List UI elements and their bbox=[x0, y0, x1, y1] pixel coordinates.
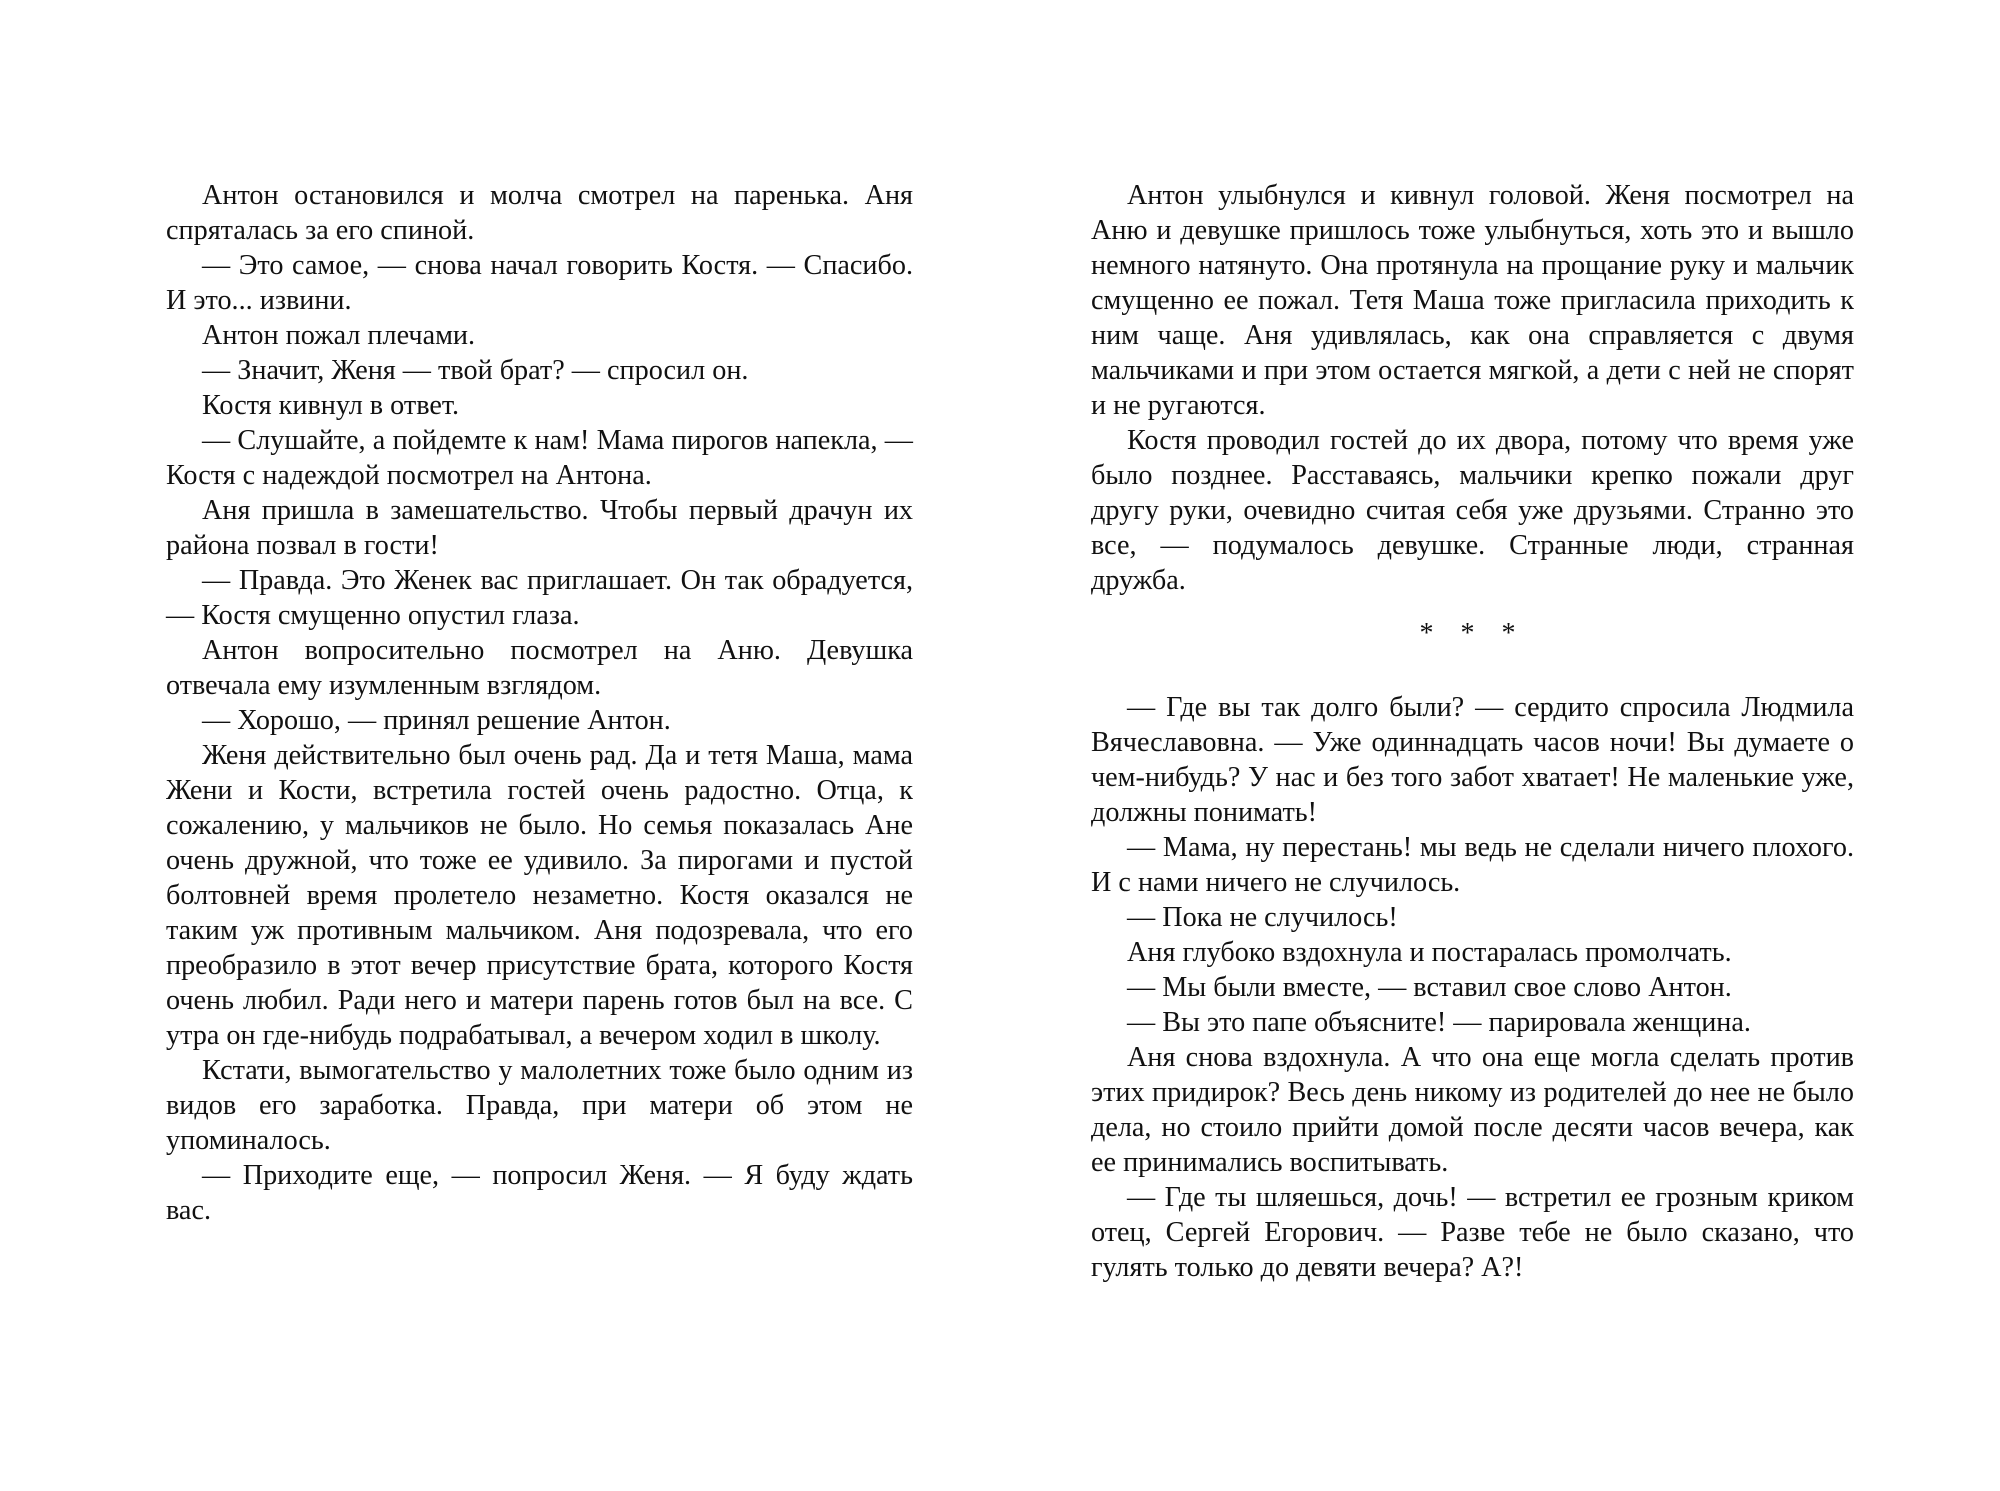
left-paragraph-13: — Приходите еще, — попросил Женя. — Я буду ждать вас. bbox=[166, 1160, 913, 1226]
section-separator: * * * bbox=[1419, 618, 1526, 649]
right-paragraph-5: — Пока не случилось! bbox=[1127, 902, 1398, 933]
left-paragraph-10: — Хорошо, — принял решение Антон. bbox=[202, 705, 671, 736]
right-paragraph-3: — Где вы так долго были? — сердито спросила Людмила Вячеславовна. — Уже одиннадцать часов ночи! Вы думаете о чем-нибудь? У нас и без того забот хватает! Не маленькие уже, должны понимать! bbox=[1091, 692, 1854, 828]
left-paragraph-12: Кстати, вымогательство у малолетних тоже было одним из видов его заработка. Правда, при матери об этом не упоминалось. bbox=[166, 1055, 913, 1156]
right-paragraph-9: Аня снова вздохнула. А что она еще могла сделать против этих придирок? Весь день никому из родителей до нее не было дела, но стоило прийти домой после десяти часов вечера, как ее принимались воспитывать. bbox=[1091, 1042, 1854, 1178]
right-paragraph-6: Аня глубоко вздохнула и постаралась промолчать. bbox=[1127, 937, 1732, 968]
right-paragraph-2: Костя проводил гостей до их двора, потому что время уже было позднее. Расставаясь, мальчики крепко пожали друг другу руки, очевидно считая себя уже друзьями. Странно это все, — подумалось девушке. Странные люди, странная дружба. bbox=[1091, 425, 1854, 596]
left-paragraph-8: — Правда. Это Женек вас приглашает. Он так обрадуется, — Костя смущенно опустил глаза. bbox=[166, 565, 913, 631]
right-paragraph-4: — Мама, ну перестань! мы ведь не сделали ничего плохого. И с нами ничего не случилось. bbox=[1091, 832, 1854, 898]
left-paragraph-3: Антон пожал плечами. bbox=[202, 320, 476, 351]
right-page bbox=[1091, 178, 1854, 1285]
left-paragraph-6: — Слушайте, а пойдемте к нам! Мама пирогов напекла, — Костя с надеждой посмотрел на Антона. bbox=[166, 425, 913, 491]
right-paragraph-7: — Мы были вместе, — вставил свое слово Антон. bbox=[1127, 972, 1732, 1003]
left-paragraph-11: Женя действительно был очень рад. Да и тетя Маша, мама Жени и Кости, встретила гостей очень радостно. Отца, к сожалению, у мальчиков не было. Но семья показалась Ане очень дружной, что тоже ее удивило. За пирогами и пустой болтовней время пролетело незаметно. Костя оказался не таким уж противным мальчиком. Аня подозревала, что его преобразило в этот вечер присутствие брата, которого Костя очень любил. Ради него и матери парень готов был на все. С утра он где-нибудь подрабатывал, а вечером ходил в школу. bbox=[166, 740, 913, 1051]
right-paragraph-10: — Где ты шляешься, дочь! — встретил ее грозным криком отец, Сергей Егорович. — Разве тебе не было сказано, что гулять только до девяти вечера? А?! bbox=[1091, 1182, 1854, 1283]
left-page bbox=[166, 178, 913, 1228]
left-paragraph-4: — Значит, Женя — твой брат? — спросил он. bbox=[202, 355, 749, 386]
left-paragraph-9: Антон вопросительно посмотрел на Аню. Девушка отвечала ему изумленным взглядом. bbox=[166, 635, 913, 701]
left-paragraph-1: Антон остановился и молча смотрел на паренька. Аня спряталась за его спиной. bbox=[166, 180, 913, 246]
right-paragraph-8: — Вы это папе объясните! — парировала женщина. bbox=[1127, 1007, 1751, 1038]
right-paragraph-1: Антон улыбнулся и кивнул головой. Женя посмотрел на Аню и девушке пришлось тоже улыбнуться, хоть это и вышло немного натянуто. Она протянула на прощание руку и мальчик смущенно ее пожал. Тетя Маша тоже пригласила приходить к ним чаще. Аня удивлялась, как она справляется с двумя мальчиками и при этом остается мягкой, а дети с ней не спорят и не ругаются. bbox=[1091, 180, 1854, 421]
left-paragraph-7: Аня пришла в замешательство. Чтобы первый драчун их района позвал в гости! bbox=[166, 495, 913, 561]
left-paragraph-2: — Это самое, — снова начал говорить Костя. — Спасибо. И это... извини. bbox=[166, 250, 913, 316]
left-paragraph-5: Костя кивнул в ответ. bbox=[202, 390, 460, 421]
